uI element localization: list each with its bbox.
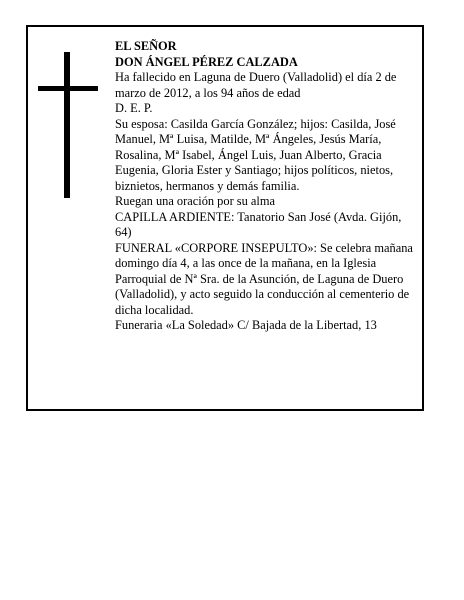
funeral-home-info: Funeraria «La Soledad» C/ Bajada de la Libertad, 13 <box>115 318 377 332</box>
deceased-name: DON ÁNGEL PÉREZ CALZADA <box>115 54 298 69</box>
prayer-request: Ruegan una oración por su alma <box>115 194 275 208</box>
title-line-1: EL SEÑOR <box>115 39 177 53</box>
latin-cross-icon <box>38 52 98 198</box>
cross-vertical-bar <box>64 52 70 198</box>
obituary-text-block <box>115 39 415 334</box>
chapel-info: CAPILLA ARDIENTE: Tanatorio San José (Avda. Gijón, 64) <box>115 209 402 239</box>
family-list: Su esposa: Casilda García González; hijos: Casilda, José Manuel, Mª Luisa, Matilde, Mª Ángeles, Jesús María, Rosalina, Mª Isabel, Ángel Luis, Juan Alberto, Gracia Eugenia, Gloria Ester y Santiago; hijos políticos, nietos, biznietos, hermanos y demás familia. <box>115 116 396 193</box>
dep-abbreviation: D. E. P. <box>115 101 153 115</box>
funeral-info: FUNERAL «CORPORE INSEPULTO»: Se celebra mañana domingo día 4, a las once de la mañana, en la Iglesia Parroquial de Nª Sra. de la Asunción, de Laguna de Duero (Valladolid), y acto seguido la conducción al cementerio de dicha localidad. <box>115 240 413 317</box>
death-info: Ha fallecido en Laguna de Duero (Valladolid) el día 2 de marzo de 2012, a los 94 años de edad <box>115 70 397 100</box>
cross-horizontal-bar <box>38 86 98 91</box>
